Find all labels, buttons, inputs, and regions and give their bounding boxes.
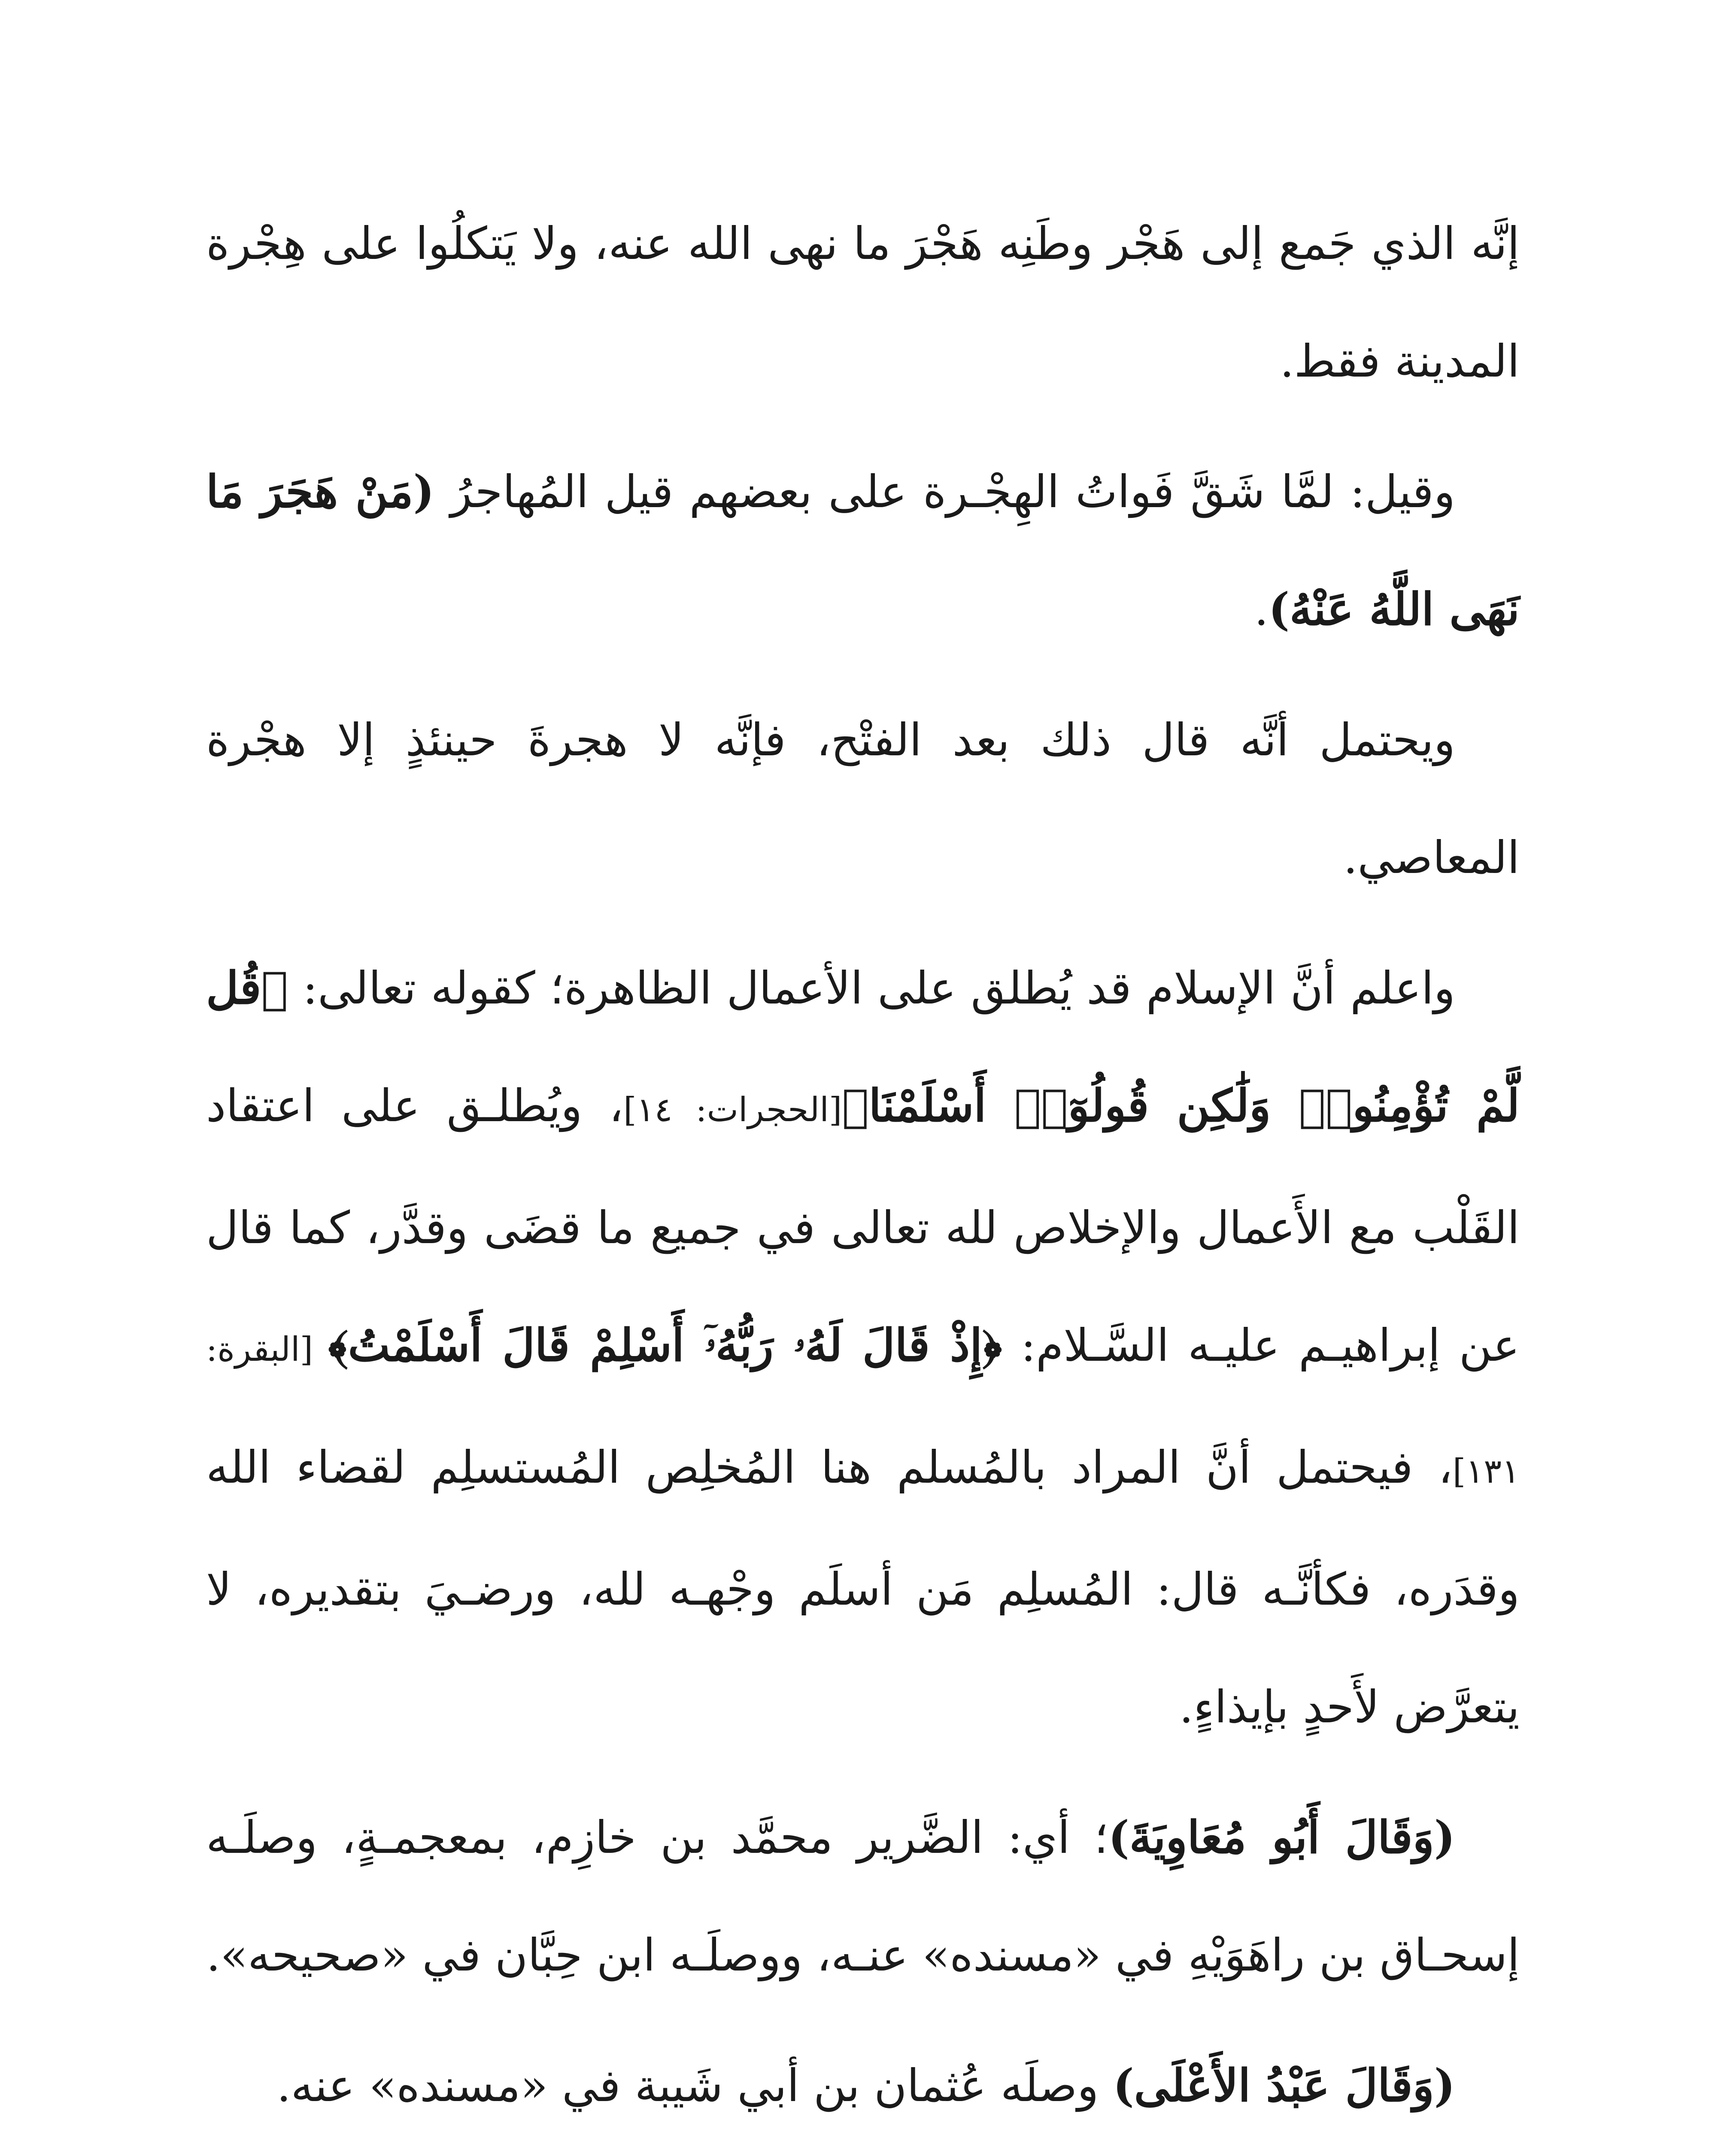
quran-verse: ﴿إِذْ قَالَ لَهُۥ رَبُّهُۥٓ أَسْلِمْ قَالَ أَسْلَمْتُ﴾	[328, 1319, 1002, 1372]
verse-reference: [الحجرات: ١٤]	[623, 1091, 842, 1129]
paragraph-text: وقيل: لمَّا شَقَّ فَواتُ الهِجْـرة على بعضهم قيل المُهاجرُ	[434, 465, 1455, 518]
paragraph-text: .	[1254, 583, 1269, 636]
bold-quote-text: (وَقَالَ أَبُو مُعَاوِيَةَ)	[1108, 1811, 1455, 1864]
paragraph	[206, 433, 1520, 668]
paragraph	[206, 1779, 1520, 2014]
paragraph	[206, 681, 1520, 916]
quran-verse: ﴿قُل لَّمْ تُؤْمِنُوا۟ وَلَٰكِن قُولُوٓا۟ أَسْلَمْنَا﴾	[206, 961, 1520, 1132]
verse-reference: [البقرة: ١٣١]	[206, 1330, 1520, 1491]
paragraph-text: ويحتمل أنَّه قال ذلك بعد الفتْح، فإنَّه لا هجرةَ حينئذٍ إلا هجْرة المعاصي.	[206, 714, 1520, 884]
bold-quote-text: (وَقَالَ عَبْدُ الأَعْلَى)	[1113, 2059, 1455, 2112]
paragraph-text: ، ويُطلـق على اعتقاد القَلْب مع الأَعمال والإخلاص لله تعالى في جميع ما قضَى وقدَّر، كما قال عن إبراهيـم عليـه السَّـلام:	[206, 1080, 1520, 1372]
paragraph-text: إنَّه الذي جَمع إلى هَجْر وطَنِه هَجْرَ ما نهى الله عنه، ولا يَتكلُوا على هِجْرة المدينة فقط.	[206, 217, 1520, 387]
paragraph	[206, 2027, 1520, 2144]
paragraph-text: ؛ أي: الضَّرير محمَّد بن خازِم، بمعجمـةٍ، وصلَـه إسحـاق بن راهَوَيْهِ في «مسنده» عنـه، ووصلَـه ابن حِبَّان في «صحيحه».	[206, 1811, 1520, 1981]
paragraph-text: وصلَه عُثمان بن أبي شَيبة في «مسنده» عنه.	[276, 2059, 1113, 2112]
bold-quote-text: (مَنْ هَجَرَ مَا نَهَى اللَّهُ عَنْهُ)	[206, 465, 1520, 636]
paragraph-text: ، فيحتمل أنَّ المراد بالمُسلم هنا المُخلِص المُستسلِم لقضاء الله وقدَره، فكأنَّـه قال: المُسلِم مَن أسلَم وجْهـه لله، ورضـيَ بتقديره، لا يتعرَّض لأَحدٍ بإيذاءٍ.	[206, 1441, 1520, 1733]
paragraph-text: واعلم أنَّ الإسلام قد يُطلق على الأعمال الظاهرة؛ كقوله تعالى:	[288, 962, 1455, 1014]
paragraph	[206, 185, 1520, 420]
body-text	[206, 185, 1520, 2147]
paragraph	[206, 929, 1520, 1766]
